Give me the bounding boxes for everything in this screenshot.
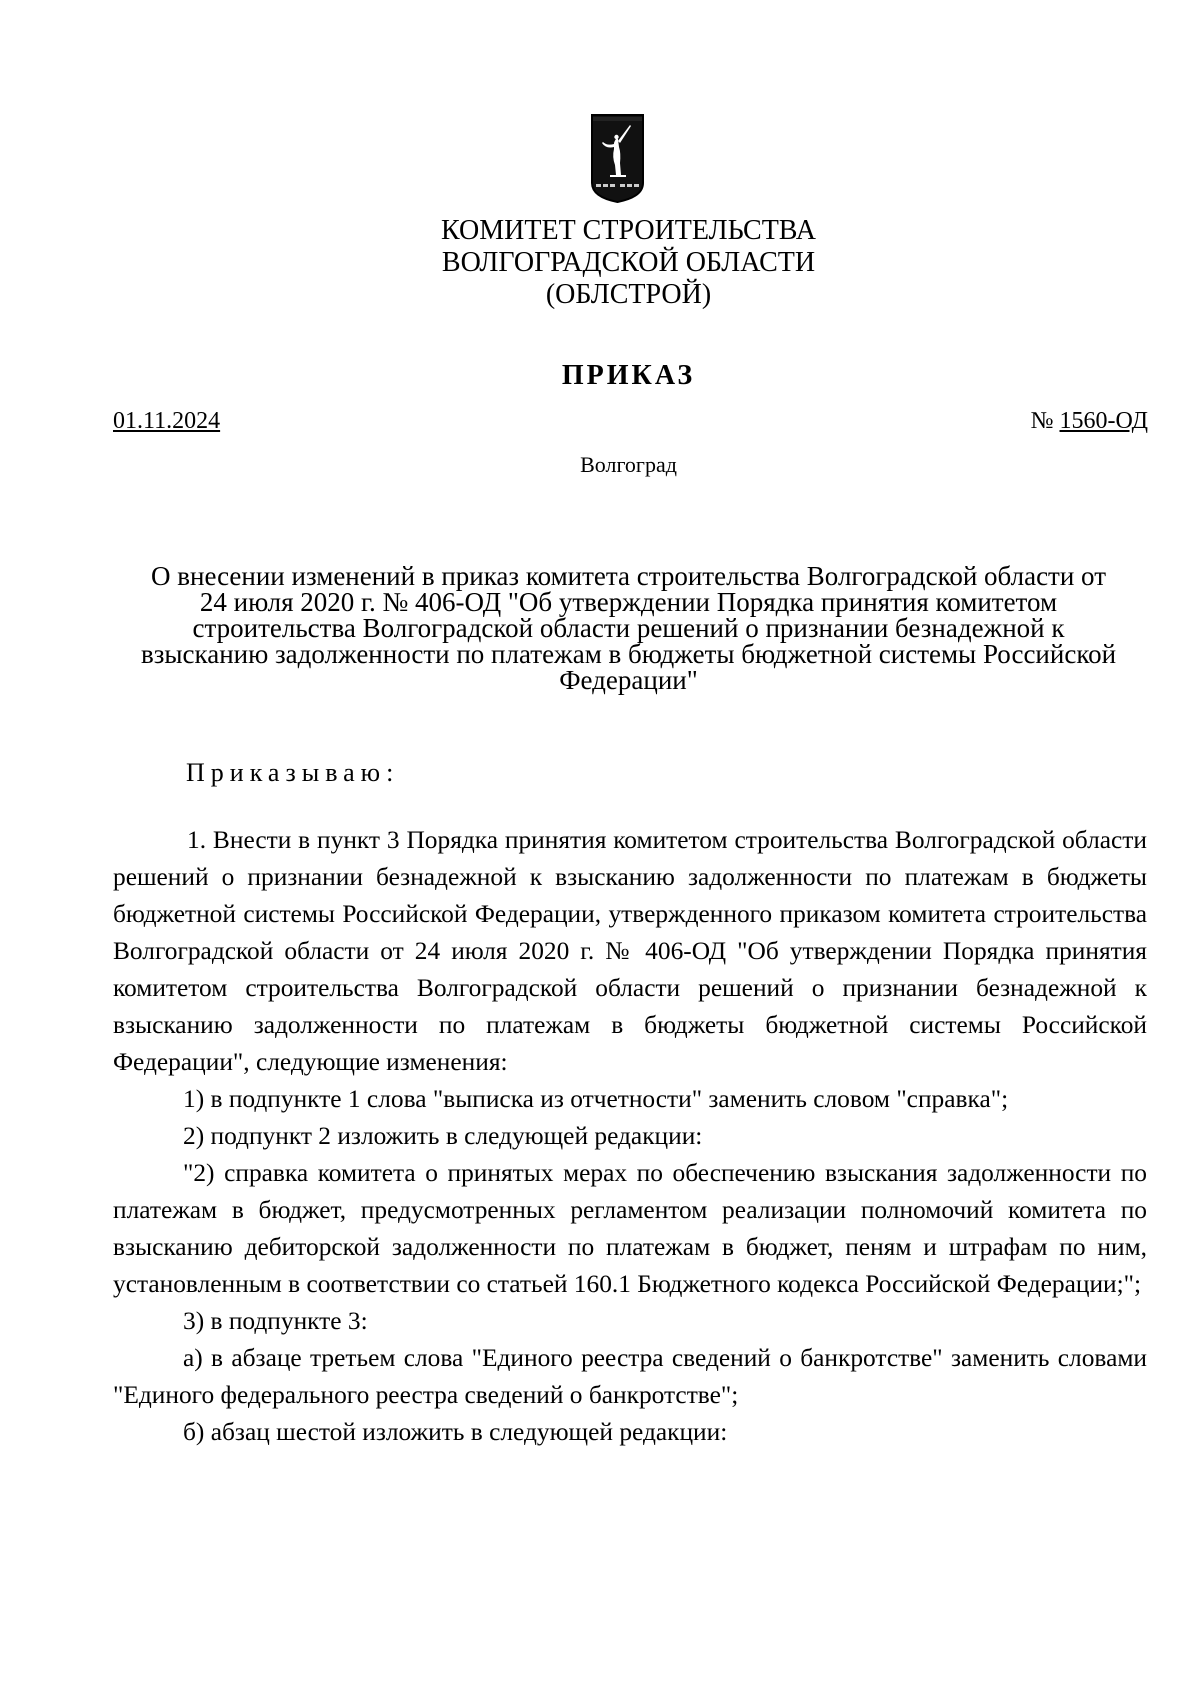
document-type: ПРИКАЗ xyxy=(561,360,696,391)
order-directive: Приказываю: xyxy=(186,758,400,787)
org-line-1: КОМИТЕТ СТРОИТЕЛЬСТВА xyxy=(441,215,816,246)
number-prefix: № xyxy=(1030,408,1060,434)
paragraph-subitem-3b: б) абзац шестой изложить в следующей редакции: xyxy=(183,1418,728,1446)
coat-of-arms-icon xyxy=(590,113,645,204)
paragraph-subitem-2-text: "2) справка комитета о принятых мерах по обеспечению взыскания задолженности по платежам в бюджет, предусмотренных регламентом реализации полномочий комитета по взысканию дебиторской задолженности по платежам в бюджет, пеням и штрафам по ним, установленным в соответствии со статьей 160.1 Бюджетного кодекса Российской Федерации;"; xyxy=(113,1159,1147,1298)
org-line-2: ВОЛГОГРАДСКОЙ ОБЛАСТИ xyxy=(441,247,816,278)
paragraph-subitem-3: 3) в подпункте 3: xyxy=(183,1307,368,1335)
document-date: 01.11.2024 xyxy=(113,408,221,434)
document-city: Волгоград xyxy=(580,452,677,477)
paragraph-subitem-3a: а) в абзаце третьем слова "Единого реестра сведений о банкротстве" заменить словами "Единого федерального реестра сведений о банкротстве"; xyxy=(113,1344,1147,1409)
title-line: Федерации" xyxy=(559,665,698,695)
title-line: 24 июля 2020 г. № 406-ОД "Об утверждении Порядка принятия комитетом xyxy=(199,587,1058,617)
org-line-3: (ОБЛСТРОЙ) xyxy=(545,279,712,310)
title-line: взысканию задолженности по платежам в бюджеты бюджетной системы Российской xyxy=(140,639,1117,669)
paragraph-subitem-1: 1) в подпункте 1 слова "выписка из отчетности" заменить словом "справка"; xyxy=(183,1085,1009,1113)
paragraph-item-1: 1. Внести в пункт 3 Порядка принятия комитетом строительства Волгоградской области решений о признании безнадежной к взысканию задолженности по платежам в бюджеты бюджетной системы Российской Федерации, утвержденного приказом комитета строительства Волгоградской области от 24 июля 2020 г. № 406-ОД "Об утверждении Порядка принятия комитетом строительства Волгоградской области решений о признании безнадежной к взысканию задолженности по платежам в бюджеты бюджетной системы Российской Федерации", следующие изменения: xyxy=(113,826,1147,1076)
document-body xyxy=(113,822,1147,1451)
organization-name xyxy=(0,215,1200,311)
document-title xyxy=(110,563,1147,693)
paragraph-subitem-2: 2) подпункт 2 изложить в следующей редакции: xyxy=(183,1122,703,1150)
title-line: О внесении изменений в приказ комитета строительства Волгоградской области от xyxy=(151,561,1106,591)
number-value: 1560-ОД xyxy=(1059,408,1148,434)
title-line: строительства Волгоградской области решений о признании безнадежной к xyxy=(192,613,1065,643)
document-number xyxy=(1031,408,1148,435)
